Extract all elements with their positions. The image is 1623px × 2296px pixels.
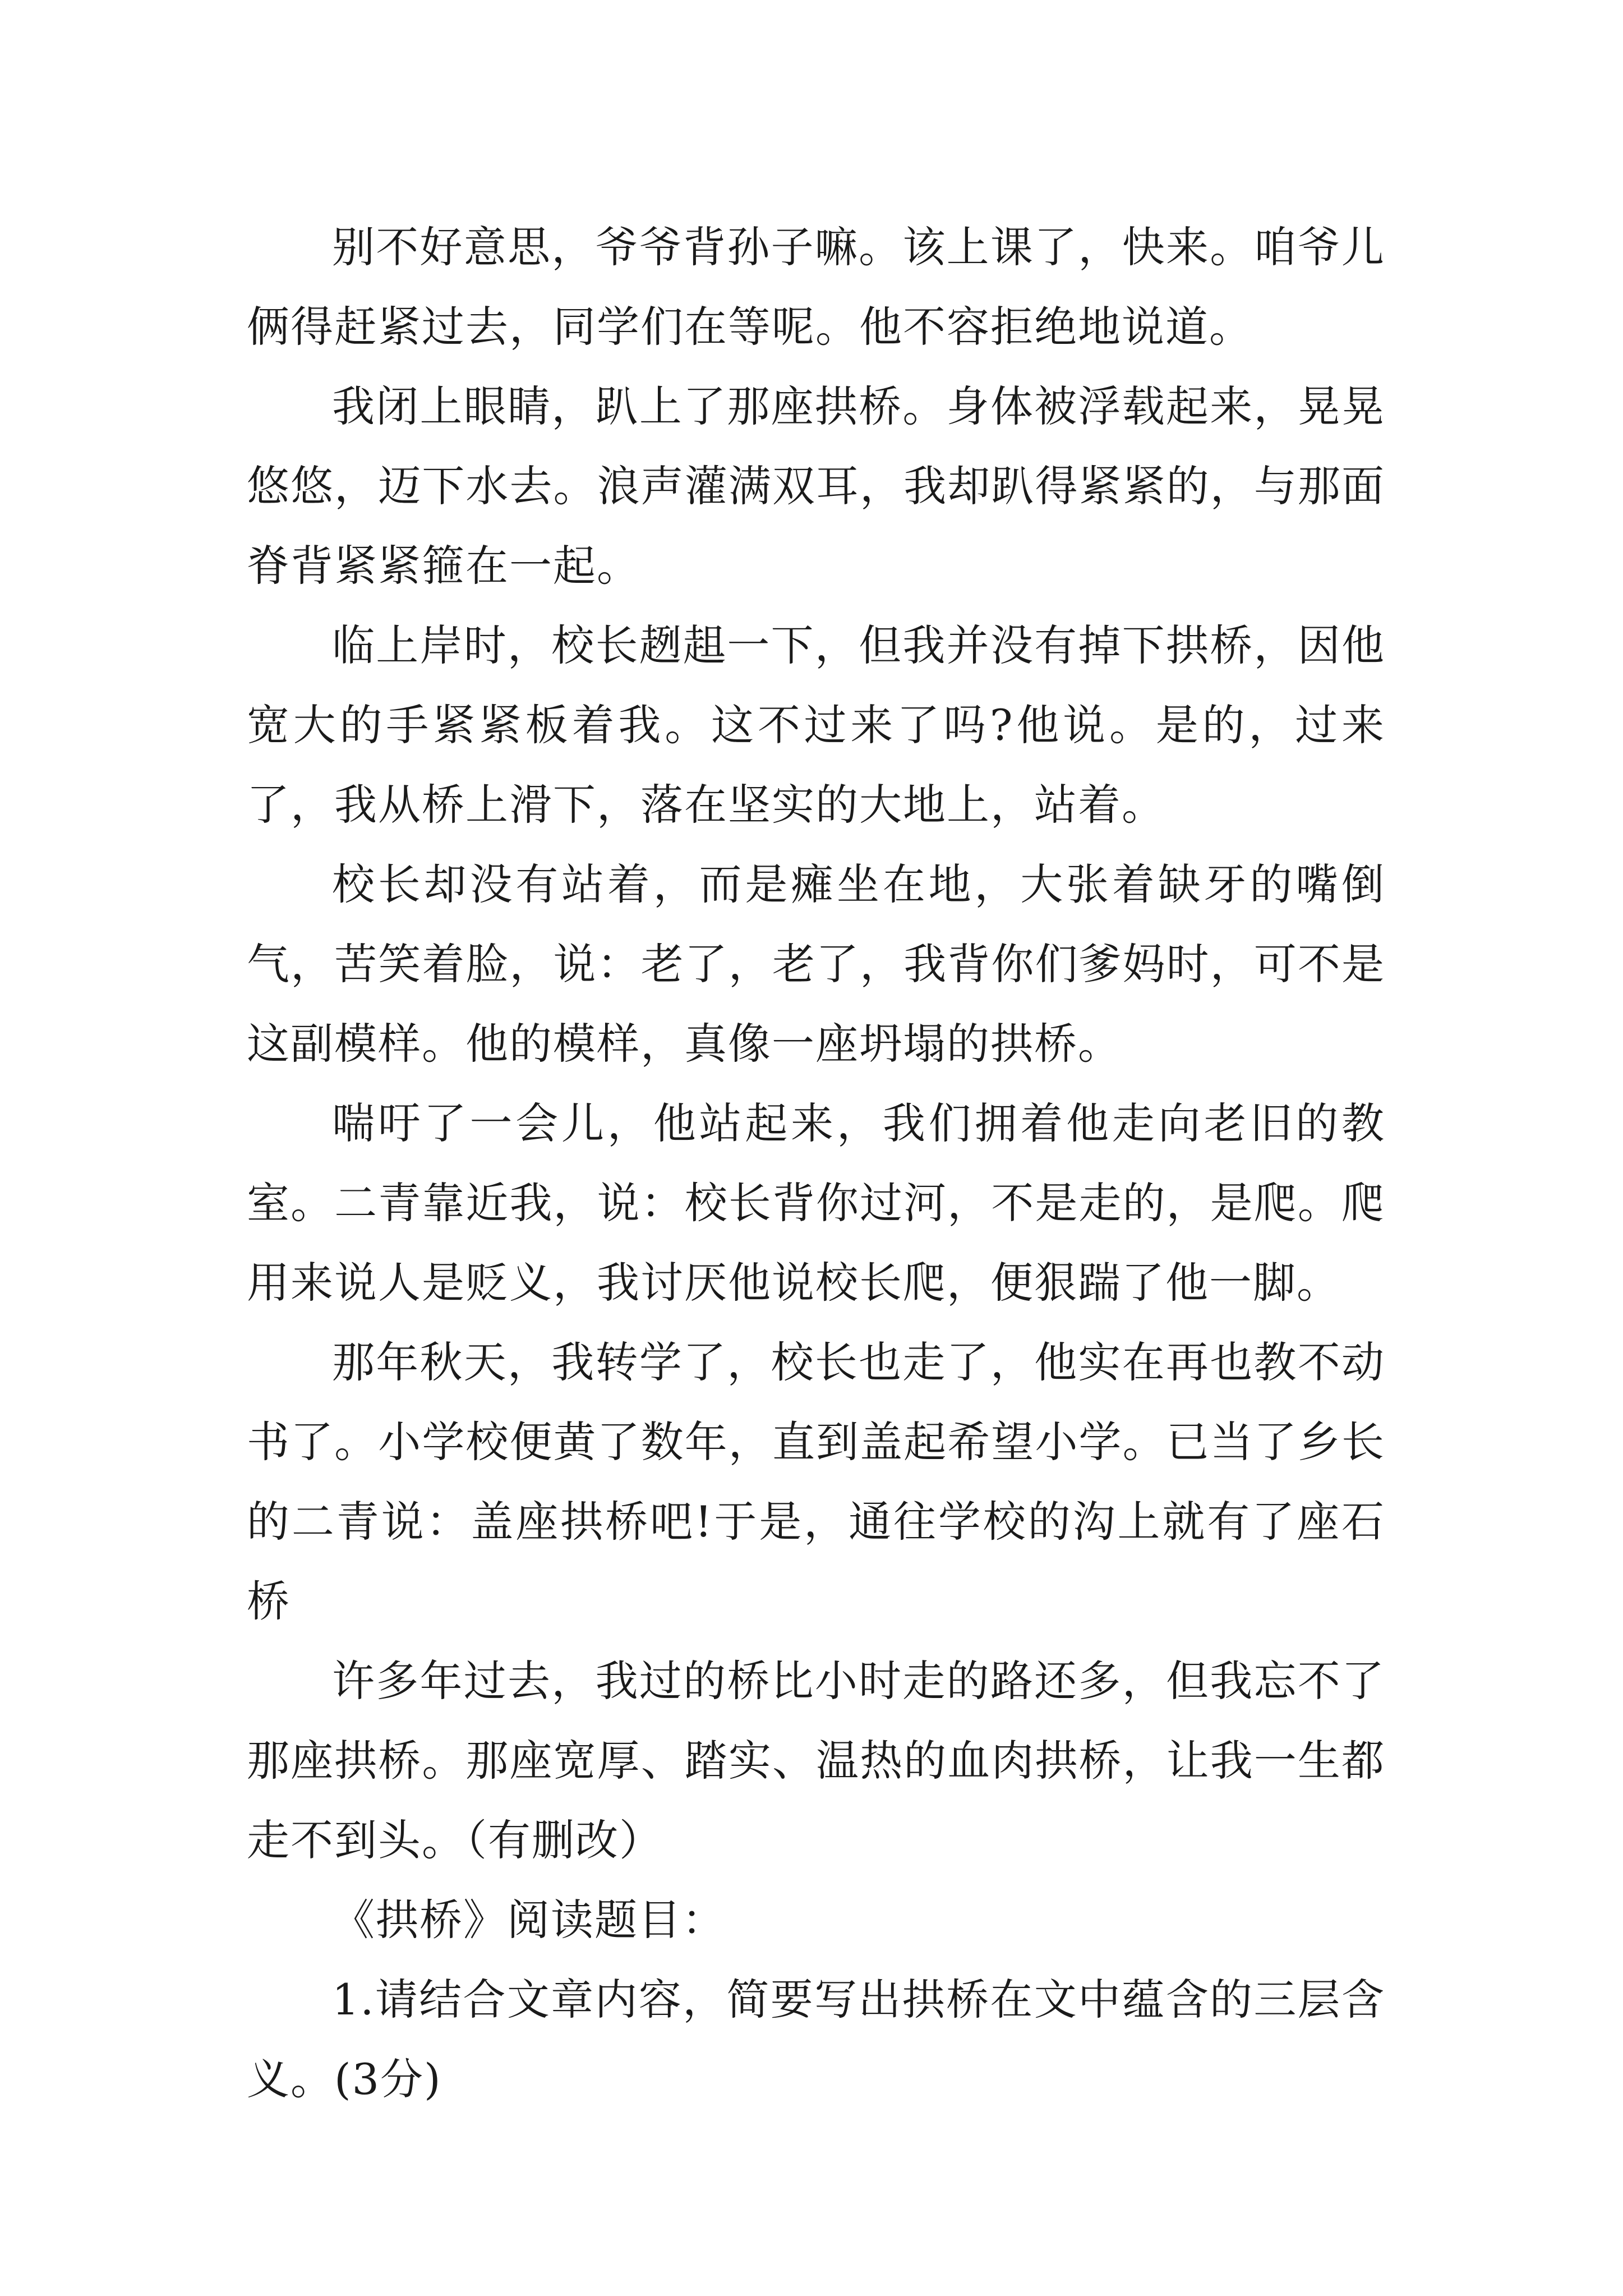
questions-heading: 《拱桥》阅读题目：: [332, 1895, 726, 1945]
question-1: 1.请结合文章内容，简要写出拱桥在文中蕴含的三层含义。(3分): [247, 1975, 1385, 2104]
paragraph-6: 那年秋天，我转学了，校长也走了，他实在再也教不动书了。小学校便黄了数年，直到盖起希望小学。已当了乡长的二青说：盖座拱桥吧!于是，通往学校的沟上就有了座石桥: [247, 1337, 1385, 1626]
paragraph-7: 许多年过去，我过的桥比小时走的路还多，但我忘不了那座拱桥。那座宽厚、踏实、温热的血肉拱桥，让我一生都走不到头。（有删改）: [247, 1656, 1385, 1865]
article-body: [247, 208, 1385, 2119]
paragraph-1: 别不好意思，爷爷背孙子嘛。该上课了，快来。咱爷儿俩得赶紧过去，同学们在等呢。他不容拒绝地说道。: [247, 222, 1385, 352]
paragraph-4: 校长却没有站着，而是瘫坐在地，大张着缺牙的嘴倒气，苦笑着脸，说：老了，老了，我背你们爹妈时，可不是这副模样。他的模样，真像一座坍塌的拱桥。: [247, 859, 1385, 1069]
paragraph-2: 我闭上眼睛，趴上了那座拱桥。身体被浮载起来，晃晃悠悠，迈下水去。浪声灌满双耳，我却趴得紧紧的，与那面脊背紧紧箍在一起。: [247, 381, 1385, 591]
paragraph-5: 喘吁了一会儿，他站起来，我们拥着他走向老旧的教室。二青靠近我，说：校长背你过河，不是走的，是爬。爬用来说人是贬义，我讨厌他说校长爬，便狠踹了他一脚。: [247, 1098, 1385, 1308]
paragraph-3: 临上岸时，校长趔趄一下，但我并没有掉下拱桥，因他宽大的手紧紧板着我。这不过来了吗?他说。是的，过来了，我从桥上滑下，落在坚实的大地上，站着。: [247, 620, 1385, 830]
